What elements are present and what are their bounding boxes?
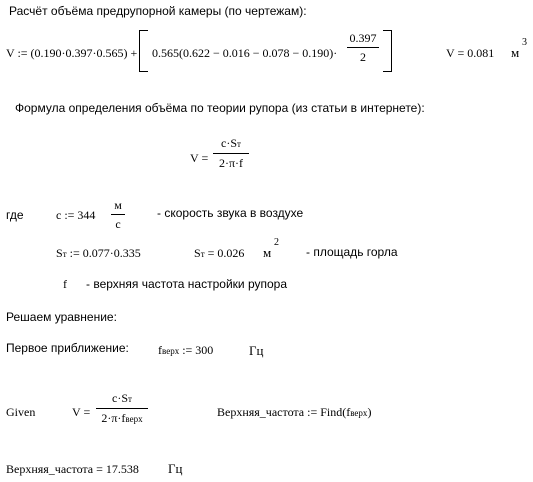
horn-formula-heading: Формула определения объёма по теории рупора (из статьи в интернете): bbox=[15, 101, 425, 115]
sound-speed-unit-num: м bbox=[114, 198, 122, 212]
first-approx-value: fверх := 300 bbox=[158, 343, 214, 357]
bracket-fraction bbox=[347, 31, 379, 64]
given-equation-denominator: 2·π·fверх bbox=[96, 408, 148, 426]
final-result: Верхняя_частота = 17.538 bbox=[6, 462, 139, 476]
left-bracket bbox=[139, 30, 148, 72]
volume-formula-lhs: V := (0.190·0.397·0.565) + bbox=[6, 46, 138, 60]
volume-unit-exponent: 3 bbox=[522, 37, 527, 48]
first-approx-unit: Гц bbox=[249, 343, 264, 358]
frequency-desc: - верхняя частота настройки рупора bbox=[86, 277, 287, 291]
volume-calc-heading: Расчёт объёма предрупорной камеры (по чертежам): bbox=[9, 4, 307, 18]
horn-formula-numerator: c·Sт bbox=[221, 136, 241, 150]
horn-formula-lhs: V = bbox=[190, 151, 209, 165]
volume-unit: м bbox=[511, 45, 520, 60]
given-label: Given bbox=[6, 405, 36, 419]
frequency-symbol: f bbox=[63, 277, 67, 291]
bracket-fraction-numerator: 0.397 bbox=[349, 31, 377, 45]
throat-area-result: Sт = 0.026 bbox=[194, 246, 245, 260]
volume-result: V = 0.081 bbox=[446, 46, 495, 60]
final-result-unit: Гц bbox=[168, 461, 183, 476]
given-equation-fraction bbox=[96, 391, 148, 426]
bracket-fraction-denominator: 2 bbox=[347, 47, 379, 64]
find-expression: Верхняя_частота := Find(fверх) bbox=[217, 405, 372, 419]
throat-area-unit: м bbox=[263, 245, 272, 260]
right-bracket bbox=[383, 30, 392, 72]
sound-speed-unit-den: с bbox=[111, 214, 125, 231]
throat-area-unit-exponent: 2 bbox=[274, 237, 279, 248]
horn-formula-fraction bbox=[213, 136, 249, 170]
sound-speed-unit bbox=[111, 198, 125, 231]
given-equation-lhs: V = bbox=[72, 405, 91, 419]
first-approx-label: Первое приближение: bbox=[6, 341, 129, 355]
sound-speed-desc: - скорость звука в воздухе bbox=[157, 206, 304, 220]
throat-area-desc: - площадь горла bbox=[306, 245, 398, 259]
sound-speed-def: c := 344 bbox=[56, 208, 96, 222]
bracket-expression: 0.565(0.622 − 0.016 − 0.078 − 0.190)· bbox=[152, 46, 338, 60]
solve-heading: Решаем уравнение: bbox=[6, 310, 117, 324]
given-equation-numerator: c·Sт bbox=[112, 391, 132, 405]
where-label: где bbox=[6, 208, 24, 222]
throat-area-def: Sт := 0.077·0.335 bbox=[56, 246, 141, 260]
horn-formula-denominator: 2·π·f bbox=[213, 153, 249, 170]
